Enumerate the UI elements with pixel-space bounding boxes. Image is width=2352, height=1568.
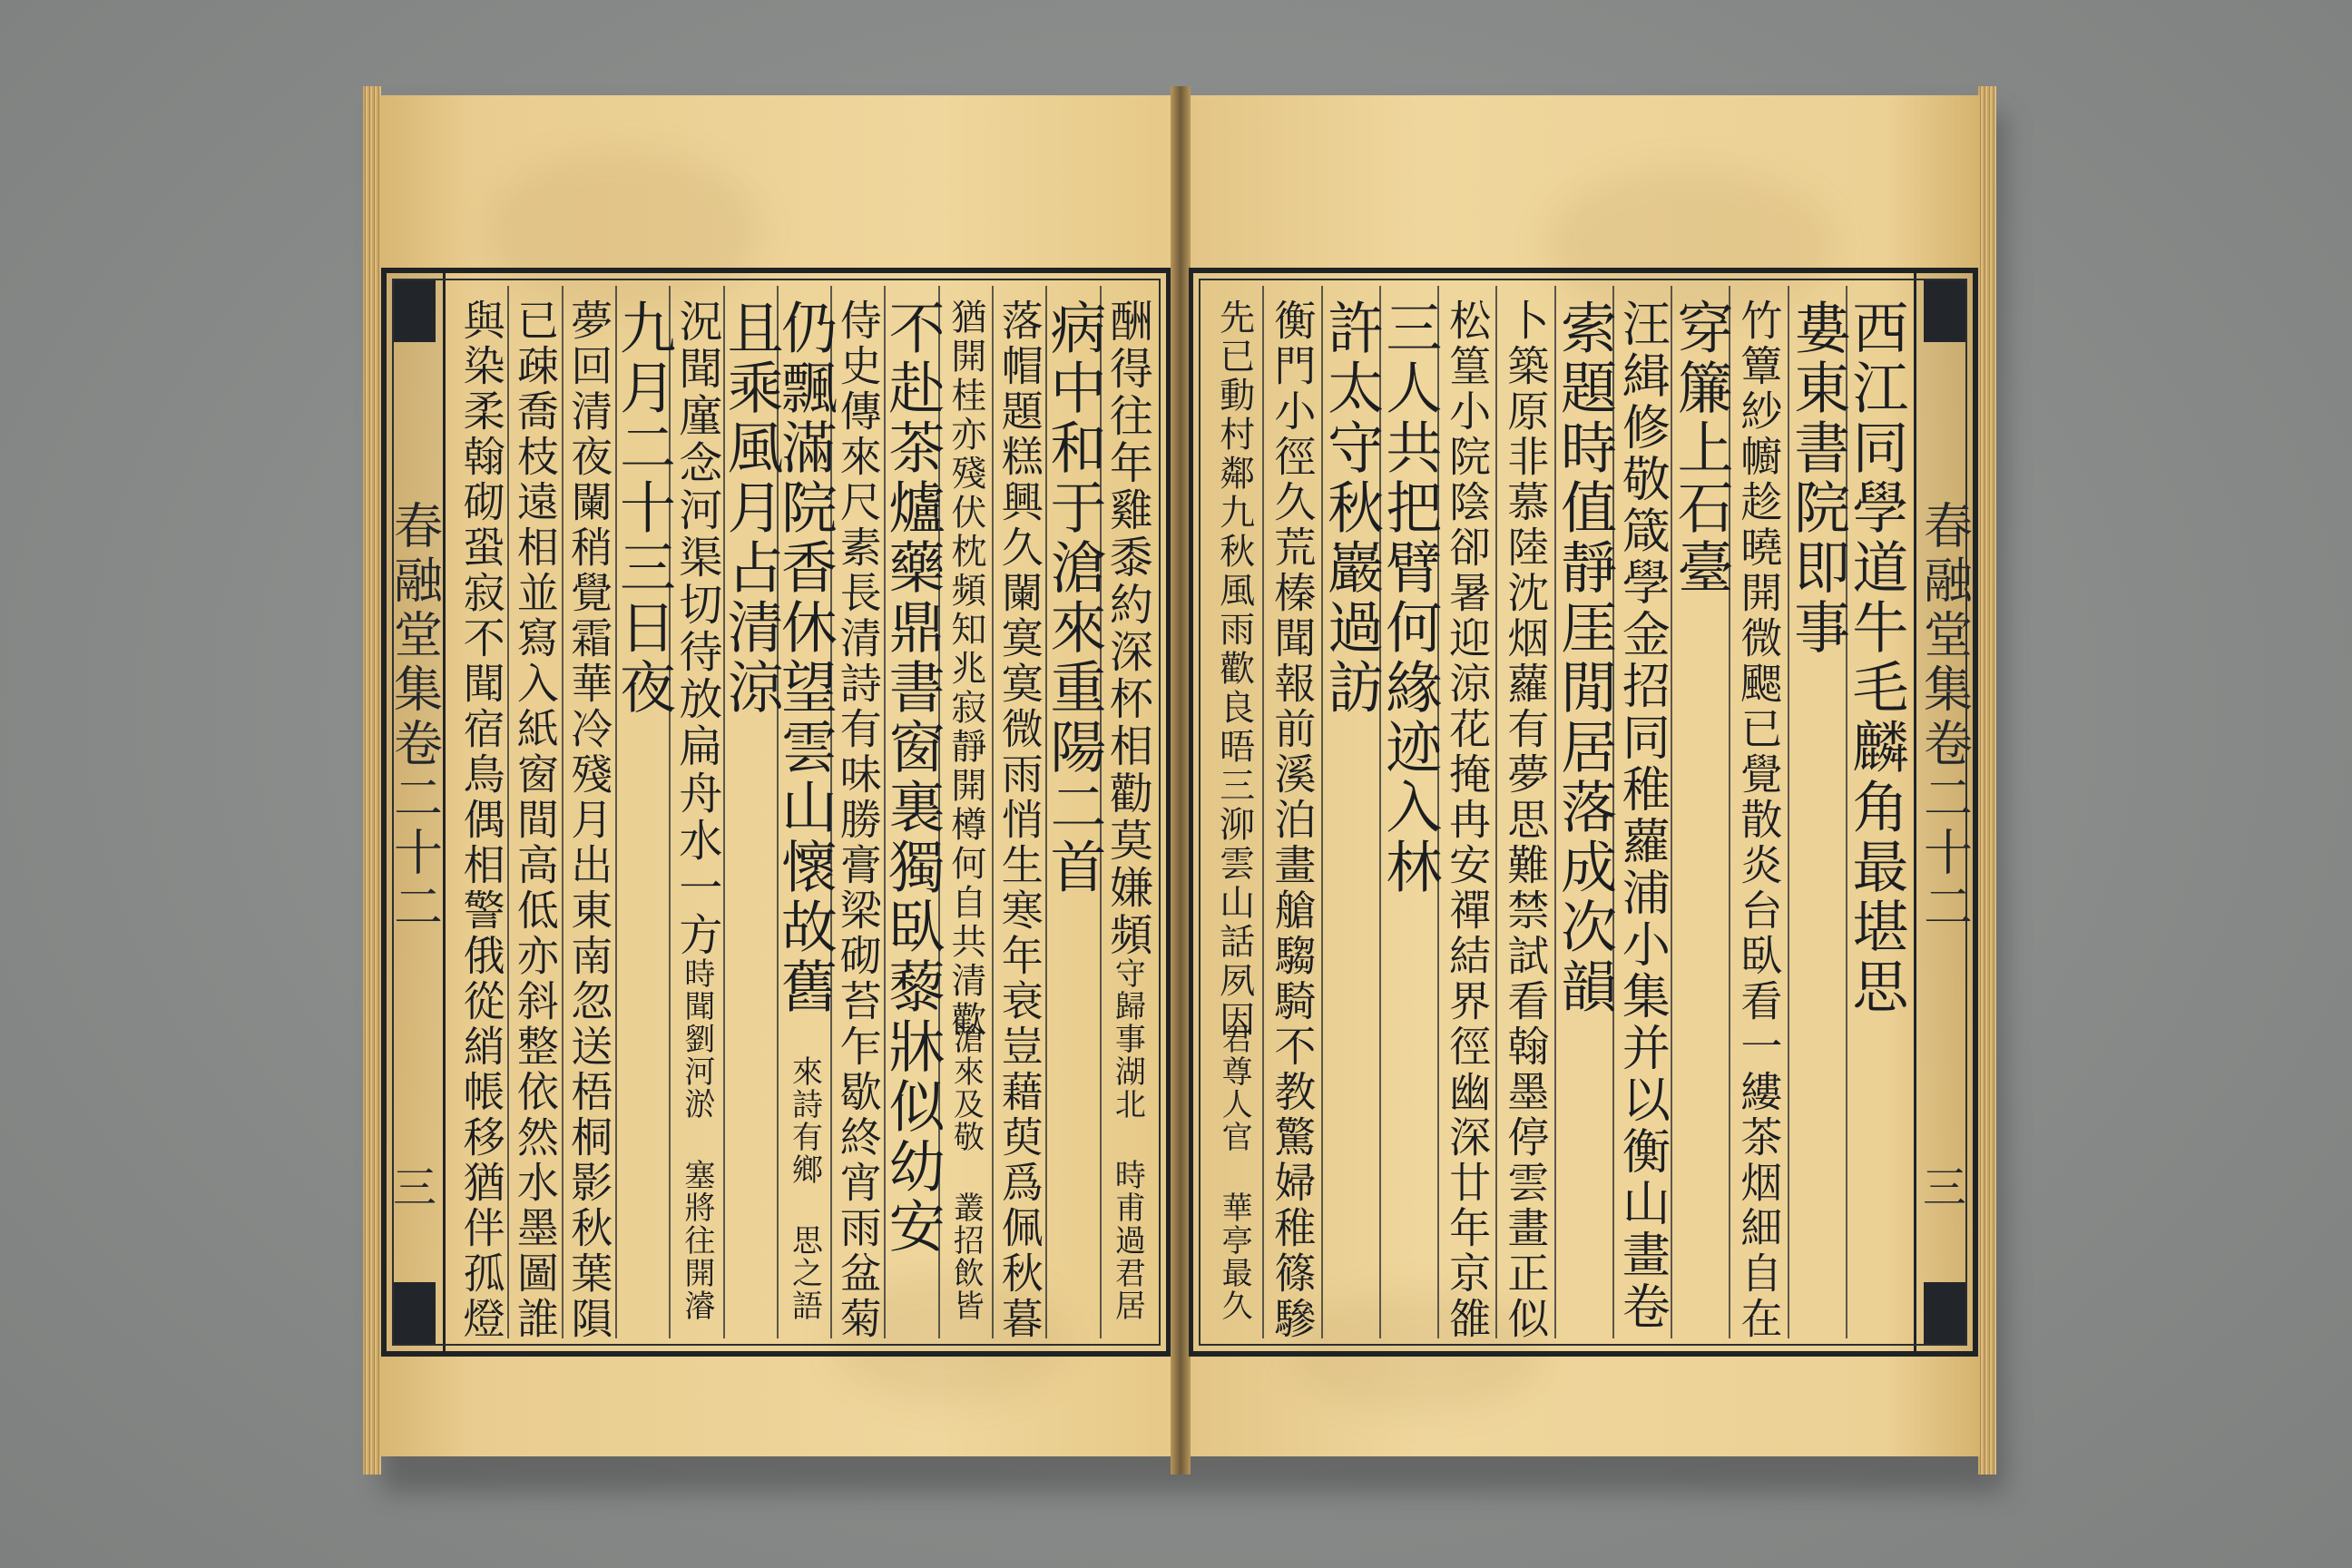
text-column [1041,286,1108,1338]
column-text: 九月二十三日夜 [610,299,677,718]
column-text: 夢回清夜闌稍覺霜華冷殘月出東南忽送梧桐影秋葉隕 [564,299,614,1342]
book-gutter [1171,86,1191,1475]
text-column [562,286,615,1342]
left-volume-title: 春融堂集卷二十二 [386,500,444,936]
right-volume-title: 春融堂集卷二十二 [1916,500,1974,936]
text-column [1495,286,1553,1342]
column-text: 已疎喬枝遠相並寫入紙窗間高低亦斜整依然水墨圖誰 [510,299,560,1342]
right-text-frame [1189,268,1978,1357]
text-column [718,286,785,1338]
column-text: 不赴茶爐藥鼎書窗裏獨臥藜牀似幼安 [879,299,946,1257]
column-text: 索題時值靜厓閒居落成次韻 [1551,299,1618,1017]
text-column [938,286,992,1338]
right-page-number: 三 [1922,1162,1967,1213]
text-column [1784,286,1851,1338]
left-text-columns [456,286,1153,1342]
column-text: 猶開桂亦殘伏枕頻知兆寂靜開樽何自共清歡 [945,299,986,1040]
column-text: 先已動村鄰九秋風雨歡良晤三泖雲山話夙因 [1213,299,1255,1040]
column-text: 卜築原非慕陸沈烟蘿有夢思難禁試看翰墨停雲畫正似 [1501,299,1551,1342]
left-center-strip [387,273,446,1351]
column-text: 三人共把臂何緣迹入林 [1376,299,1443,897]
open-book [363,86,1996,1475]
fish-tail-mark [1924,1282,1965,1346]
column-annotation: 守歸事湖北 時甫過君居 [1109,957,1146,1322]
right-text-columns [1206,286,1909,1342]
text-column [1842,286,1909,1338]
column-text: 竹簟紗幮趁曉開微颸已覺散炎台臥看一縷茶烟細自在 [1734,299,1784,1342]
text-column [507,286,561,1342]
column-annotation: 時聞劉河淤 塞將往開濬 [678,957,715,1322]
column-text: 且乘風月占清涼 [718,299,785,718]
text-column [830,286,884,1342]
column-annotation: 來詩有鄉 思之語 [786,1055,823,1322]
text-column [1437,286,1495,1342]
text-column [1376,286,1443,1338]
column-text: 婁東書院即事 [1784,299,1851,658]
page-edges-left [363,86,381,1475]
column-text: 衡門小徑久荒榛聞報前溪泊畫艙騶騎不教驚婦稚篠驂 [1268,299,1318,1342]
text-column [1318,286,1385,1338]
column-annotation: 滄來及敬 叢招飲皆 [947,1023,985,1322]
column-text: 況聞廑念河渠切待放扁舟水一方 [671,299,722,959]
column-text: 許太守秋巖過訪 [1318,299,1385,718]
fish-tail-mark [394,279,436,342]
text-column [1100,286,1153,1338]
fish-tail-mark [394,1282,436,1346]
right-center-strip [1914,273,1973,1351]
left-text-frame [381,268,1171,1357]
page-edges-right [1978,86,1996,1475]
text-column [879,286,946,1338]
column-text: 西江同學道牛毛麟角最堪思 [1842,299,1909,1017]
text-column [771,286,838,1338]
column-text: 松篁小院陰卻暑迎涼花掩冉安禪結界徑幽深廿年京雒 [1443,299,1493,1342]
column-text: 侍史傳來尺素長清詩有味勝膏梁砌苔乍歇終宵雨盆菊 [833,299,883,1342]
left-page-number: 三 [392,1162,437,1213]
column-text: 病中和于滄來重陽二首 [1041,299,1108,897]
text-column [1668,286,1735,1338]
column-text: 仍飄滿院香休望雲山懷故舊 [771,299,838,1017]
column-text: 穿簾上石臺 [1668,299,1735,598]
text-column [1206,286,1262,1338]
text-column [1262,286,1320,1342]
text-column [456,286,507,1342]
text-column [992,286,1045,1342]
column-text: 與染柔翰砌蛩寂不聞宿鳥偶相警俄從綃帳移猶伴孤燈 [456,299,506,1342]
text-column [1729,286,1787,1342]
fish-tail-mark [1924,279,1965,342]
text-column [610,286,677,1338]
column-text: 落帽題糕興久闌寞寞微雨悄生寒年衰豈藉萸爲佩秋暮 [995,299,1044,1342]
text-column [1551,286,1618,1338]
column-text: 汪緝修敬箴學金招同稚蘿浦小集并以衡山畫卷 [1614,299,1671,1333]
text-column [669,286,722,1338]
column-annotation: 君尊人官 華亭最久 [1216,1023,1253,1322]
column-text: 酬得往年雞黍約深杯相勸莫嫌頻 [1102,299,1153,959]
text-column [1612,286,1671,1338]
